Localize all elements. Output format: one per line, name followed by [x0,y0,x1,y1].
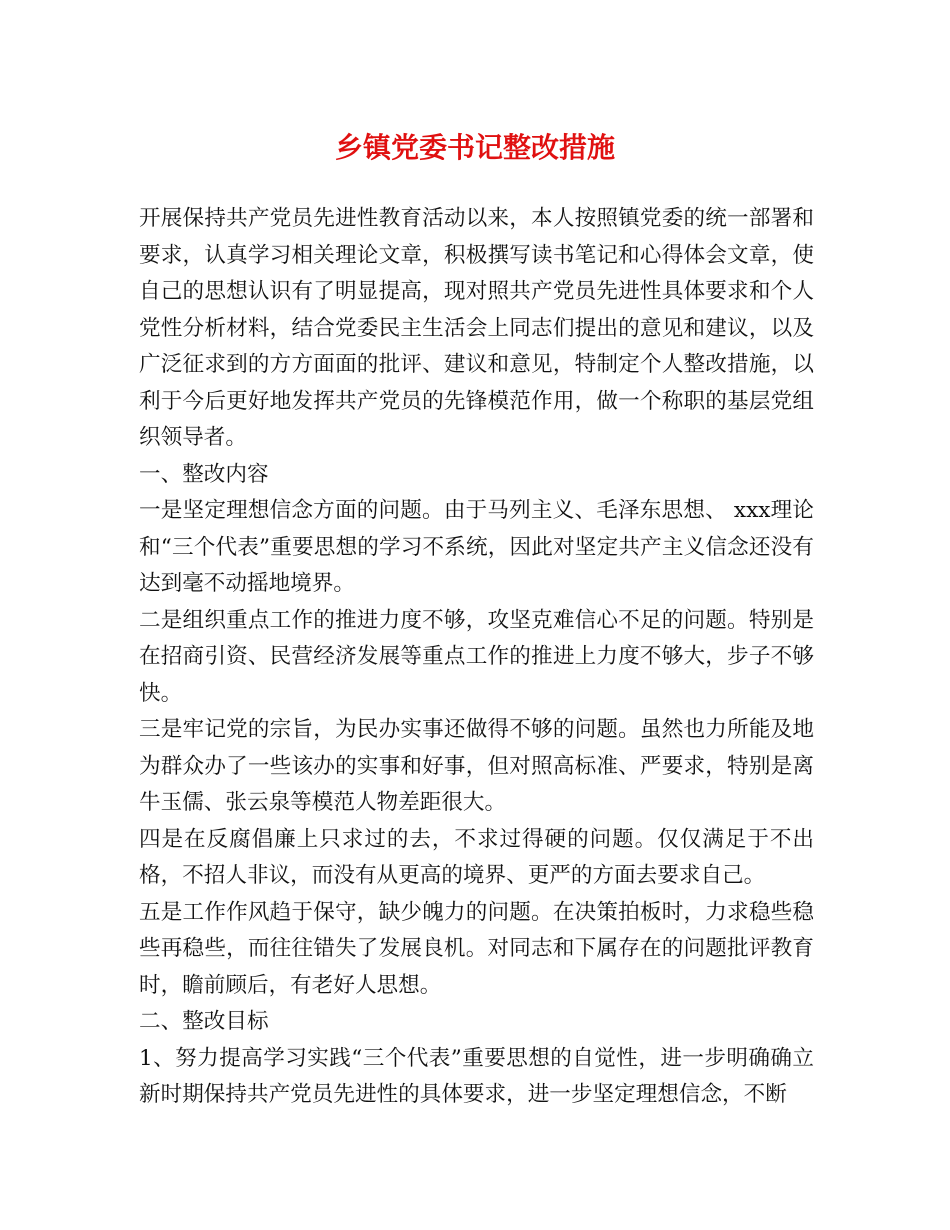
paragraph-intro: 开展保持共产党员先进性教育活动以来，本人按照镇党委的统一部署和要求，认真学习相关理论文章，积极撰写读书笔记和心得体会文章，使自己的思想认识有了明显提高，现对照共产党员先进性具体要求和个人党性分析材料，结合党委民主生活会上同志们提出的意见和建议，以及广泛征求到的方方面面的批评、建议和意见，特制定个人整改措施，以利于今后更好地发挥共产党员的先锋模范作用，做一个称职的基层党组织领导者。 [139,206,814,450]
paragraph-issue-2: 二是组织重点工作的推进力度不够，攻坚克难信心不足的问题。特别是在招商引资、民营经济发展等重点工作的推进上力度不够大，步子不够快。 [139,607,814,706]
section-heading-rectification-goals: 二、整改目标 [139,1009,269,1034]
paragraph-issue-4: 四是在反腐倡廉上只求过的去，不求过得硬的问题。仅仅满足于不出格，不招人非议，而没有从更高的境界、更严的方面去要求自己。 [139,826,814,888]
document-title: 乡镇党委书记整改措施 [334,131,615,164]
section-heading-rectification-content: 一、整改内容 [139,461,269,487]
paragraph-issue-5: 五是工作作风趋于保守，缺少魄力的问题。在决策拍板时，力求稳些稳些再稳些，而往往错失了发展良机。对同志和下属存在的问题批评教育时，瞻前顾后，有老好人思想。 [139,899,814,998]
paragraph-goal-1: 1、努力提高学习实践“三个代表”重要思想的自觉性，进一步明确确立新时期保持共产党员先进性的具体要求，进一步坚定理想信念，不断 [139,1045,814,1107]
paragraph-issue-1: 一是坚定理想信念方面的问题。由于马列主义、毛泽东思想、 xxx理论和“三个代表”重要思想的学习不系统，因此对坚定共产主义信念还没有达到毫不动摇地境界。 [139,498,814,596]
document-body [139,201,814,1114]
paragraph-issue-3: 三是牢记党的宗旨，为民办实事还做得不够的问题。虽然也力所能及地为群众办了一些该办的实事和好事，但对照高标准、严要求，特别是离牛玉儒、张云泉等模范人物差距很大。 [139,717,814,815]
